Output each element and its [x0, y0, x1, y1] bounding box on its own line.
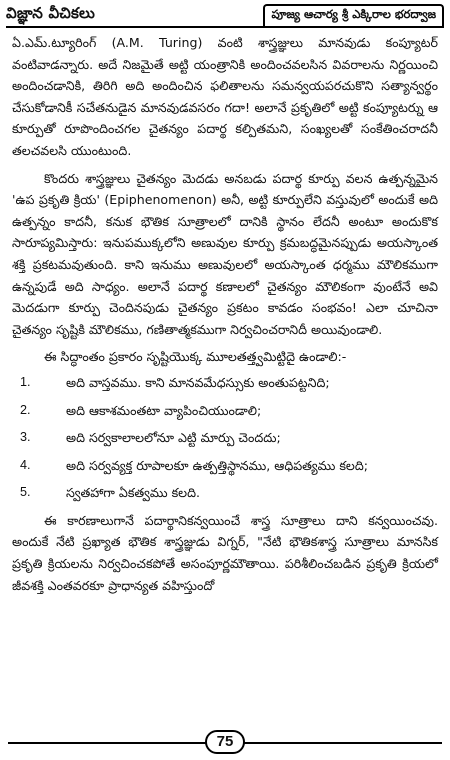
paragraph-1: ఏ.ఎమ్.ట్యూరింగ్ (A.M. Turing) వంటి శాస్త్రజ్ఞులు మానవుడు కంప్యూటర్ వంటివాడన్నారు. అదే నిజమైతే అట్టి యంత్రానికి అందించవలసిన వివరాలను నిర్ణయించి అందించడానికి, తిరిగి అది అందించిన ఫలితాలను సమన్వయపరచుకొని సత్యాన్వర్థం చేసుకోడానికీ సచేతనుడైన మానవుడవసరం గదా! అలానే ప్రకృతిలో అట్టి కంప్యూటర్ను ఆ కూర్పుతో రూపొందించగల చైతన్యం పదార్థ కల్పితమని, సంఖ్యలతో సంకేతించరాదనీ తలచవలసి యుంటుంది.: [12, 35, 438, 158]
list-item: [12, 372, 438, 394]
paragraph-3: ఈ సిద్ధాంతం ప్రకారం సృష్టియొక్క మూలతత్త్వమిట్టిదై ఉండాలి:-: [44, 349, 347, 365]
list-number: 2.: [20, 402, 31, 417]
running-header: [6, 4, 444, 28]
list-text: స్వతహాగా ఏకత్వము కలది.: [66, 485, 200, 501]
principles-list: [12, 372, 438, 504]
page-number: 75: [205, 730, 246, 754]
list-number: 5.: [20, 485, 31, 500]
closing-paragraph: ఈ కారణాలుగానే పదార్థానికన్వయించే శాస్త్ర సూత్రాలు దాని కన్వయించవు. అందుకే నేటి ప్రఖ్యాత భౌతిక శాస్త్రజ్ఞుడు విగ్నర్, "నేటి భౌతికశాస్త్ర సూత్రాలు మానసిక ప్రకృతి క్రియలను నిర్వచించకపోతే అసంపూర్ణమౌతాయి. పరిశీలించబడిన ప్రకృతి క్రియలో జీవశక్తి ఎంతవరకూ ప్రాధాన్యత వహిస్తుందో: [12, 512, 438, 593]
list-number: 4.: [20, 457, 31, 472]
list-item: [12, 400, 438, 422]
list-text: అది సర్వవ్యక్త రూపాలకూ ఉత్పత్తిస్థానము, ఆధిపత్యము కలది;: [66, 457, 368, 473]
list-item: [12, 482, 438, 504]
list-number: 3.: [20, 430, 31, 445]
list-number: 1.: [20, 374, 31, 389]
list-text: అది సర్వకాలాలలోనూ ఎట్టి మార్పు చెందదు;: [66, 430, 281, 446]
book-title: విజ్ఞాన వీచికలు: [6, 4, 101, 26]
list-item: [12, 427, 438, 449]
list-text: అది వాస్తవము. కాని మానవమేధస్సుకు అంతుపట్టనిది;: [66, 374, 330, 390]
list-text: అది ఆకాశమంతటా వ్యాపించియుండాలి;: [66, 402, 262, 418]
author-name: పూజ్య ఆచార్య శ్రీ ఎక్కిరాల భరద్వాజ: [263, 4, 444, 26]
page-footer: [8, 730, 442, 754]
paragraph-2: కొందరు శాస్త్రజ్ఞులు చైతన్యం మెదడు అనబడు పదార్థ కూర్పు వలన ఉత్పన్నమైన 'ఉప ప్రకృతి క్రియ' (Epiphenomenon) అనీ, అట్టి కూర్పులేని వస్తువులో అందుకే అది ఉత్పన్నం కాదనీ, కనుక భౌతిక సూత్రాలలో దానికి స్థానం లేదనీ అంటూ అందుకొక సారూప్యమిస్తారు: ఇనుపముక్కలోని అణువుల కూర్పు క్రమబద్ధమైనప్పుడు అయస్కాంత శక్తి ప్రకటమవుతుంది. కాని ఇనుము అణువులలో అయస్కాంత ధర్మము మౌలికముగా ఉన్నపుడే అది సాధ్యం. అలానే పదార్థ కణాలలో చైతన్యం మౌలికంగా వుంటేనే అవి మెదడుగా కూర్పు చెందినపుడు చైతన్యం ప్రకటం కావడం సంభవం! ఎలా చూచినా చైతన్యం సృష్టికి మౌలికము, గణితాత్మకముగా నిర్వచించరానిదీ అయివుండాలి.: [12, 170, 438, 337]
page-body: [12, 32, 438, 600]
list-item: [12, 455, 438, 477]
